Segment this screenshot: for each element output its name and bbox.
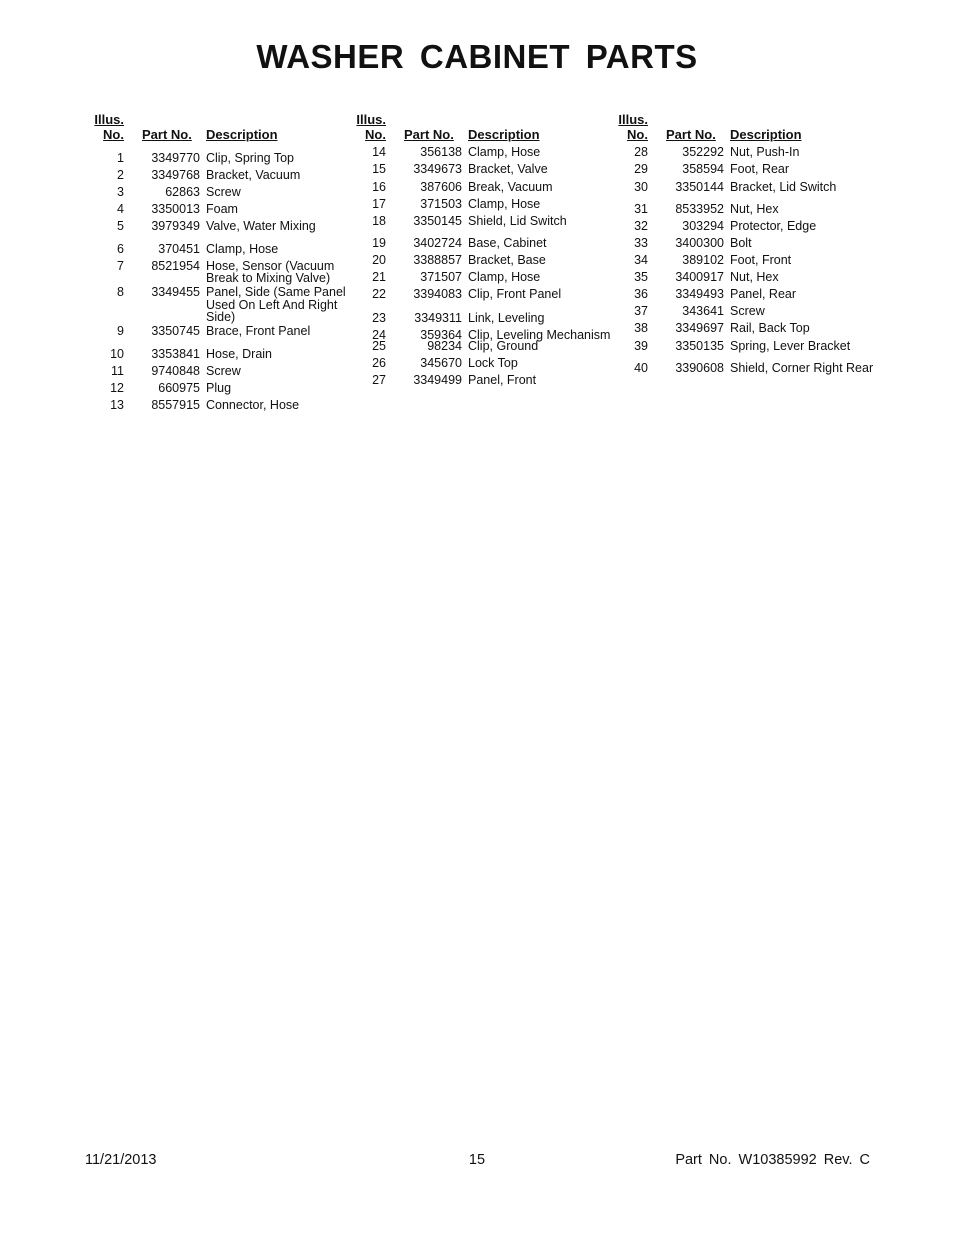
table-row bbox=[352, 254, 622, 267]
part-number: 3350135 bbox=[675, 338, 724, 353]
table-row bbox=[614, 203, 884, 216]
part-description: Screw bbox=[206, 185, 241, 199]
illus-number: 16 bbox=[372, 179, 386, 194]
table-row bbox=[352, 271, 622, 284]
part-number: 98234 bbox=[427, 339, 462, 353]
illus-number: 26 bbox=[372, 356, 386, 370]
illus-number: 24 bbox=[372, 327, 386, 342]
part-number: 387606 bbox=[420, 179, 462, 194]
part-number: 3400300 bbox=[675, 236, 724, 250]
table-row bbox=[352, 163, 622, 176]
part-number: 370451 bbox=[158, 241, 200, 256]
table-row bbox=[614, 305, 884, 318]
part-number: 3350745 bbox=[151, 324, 200, 338]
parts-rows bbox=[90, 152, 360, 411]
part-description: Nut, Hex bbox=[730, 202, 779, 216]
part-description: Panel, Side (Same Panel Used On Left And Right Side) bbox=[206, 285, 346, 324]
part-description: Clip, Leveling Mechanism bbox=[468, 327, 611, 342]
illus-header-line1: Illus. bbox=[94, 112, 124, 127]
table-row bbox=[352, 288, 622, 301]
part-number: 3349697 bbox=[675, 321, 724, 335]
part-description: Valve, Water Mixing bbox=[206, 219, 316, 233]
description-header: Description bbox=[730, 127, 802, 142]
table-row bbox=[90, 365, 360, 378]
illus-number: 12 bbox=[110, 380, 124, 395]
part-description: Shield, Lid Switch bbox=[468, 213, 567, 228]
illus-number: 2 bbox=[117, 168, 124, 182]
illus-number: 25 bbox=[372, 339, 386, 353]
illus-number: 14 bbox=[372, 145, 386, 159]
part-description: Plug bbox=[206, 380, 232, 395]
part-description: Hose, Drain bbox=[206, 346, 272, 361]
table-row bbox=[614, 271, 884, 284]
part-number: 3350145 bbox=[413, 213, 462, 228]
part-description: Break, Vacuum bbox=[468, 179, 553, 194]
description-header: Description bbox=[468, 127, 540, 142]
part-description: Nut, Hex bbox=[730, 270, 779, 284]
illus-number: 10 bbox=[110, 346, 124, 361]
part-description: Clamp, Hose bbox=[206, 241, 279, 256]
column-header bbox=[90, 110, 360, 144]
part-description: Bracket, Lid Switch bbox=[730, 179, 837, 194]
parts-column-2 bbox=[352, 110, 622, 387]
part-description: Hose, Sensor (Vacuum Break to Mixing Valve) bbox=[206, 258, 335, 285]
table-row bbox=[90, 220, 360, 233]
illus-number: 21 bbox=[372, 270, 386, 284]
part-number: 3349311 bbox=[414, 310, 462, 325]
part-description: Lock Top bbox=[468, 356, 518, 370]
part-description: Connector, Hose bbox=[206, 397, 300, 412]
table-row bbox=[614, 288, 884, 301]
illus-number: 17 bbox=[372, 196, 386, 211]
part-description: Base, Cabinet bbox=[468, 236, 547, 250]
illus-number: 30 bbox=[634, 179, 648, 194]
part-description: Link, Leveling bbox=[468, 310, 545, 325]
part-description: Nut, Push-In bbox=[730, 145, 800, 159]
part-number: 343641 bbox=[682, 304, 724, 318]
table-row bbox=[90, 325, 360, 338]
description-header: Description bbox=[206, 127, 278, 142]
part-number: 3390608 bbox=[675, 361, 724, 375]
illus-number: 15 bbox=[372, 162, 386, 176]
table-row bbox=[614, 181, 884, 194]
part-description: Clamp, Hose bbox=[468, 270, 541, 284]
table-row bbox=[90, 399, 360, 412]
illus-number: 31 bbox=[634, 202, 648, 216]
table-row bbox=[352, 312, 622, 325]
illus-number: 5 bbox=[117, 219, 124, 233]
part-number: 3350013 bbox=[151, 202, 200, 216]
part-number: 303294 bbox=[682, 219, 724, 233]
table-row bbox=[614, 220, 884, 233]
part-number: 371507 bbox=[420, 270, 462, 284]
part-description: Foot, Front bbox=[730, 253, 792, 267]
illus-number: 7 bbox=[117, 258, 124, 273]
part-description: Clip, Front Panel bbox=[468, 287, 562, 301]
illus-number: 4 bbox=[117, 202, 124, 216]
table-row bbox=[352, 181, 622, 194]
part-number: 3402724 bbox=[413, 236, 462, 250]
footer-date: 11/21/2013 bbox=[85, 1152, 157, 1168]
illus-number: 34 bbox=[634, 253, 648, 267]
table-row bbox=[90, 243, 360, 256]
illus-number: 9 bbox=[117, 324, 124, 338]
part-number: 3400917 bbox=[675, 270, 724, 284]
table-row bbox=[614, 322, 884, 335]
part-number: 3350144 bbox=[675, 179, 724, 194]
footer-page-number: 15 bbox=[468, 1152, 486, 1168]
part-number: 62863 bbox=[165, 185, 200, 199]
part-description: Screw bbox=[730, 304, 765, 318]
table-row bbox=[352, 146, 622, 159]
illus-number: 33 bbox=[634, 236, 648, 250]
part-description: Foam bbox=[206, 202, 238, 216]
table-row bbox=[352, 198, 622, 211]
illus-number: 22 bbox=[372, 287, 386, 301]
illus-header-line2: No. bbox=[627, 127, 648, 142]
part-number: 8521954 bbox=[151, 258, 200, 273]
part-number: 3349673 bbox=[413, 162, 462, 176]
part-description: Panel, Rear bbox=[730, 287, 797, 301]
table-row bbox=[90, 169, 360, 182]
illus-number: 18 bbox=[372, 213, 386, 228]
illus-number: 27 bbox=[372, 373, 386, 387]
parts-column-3 bbox=[614, 110, 884, 375]
part-description: Brace, Front Panel bbox=[206, 324, 311, 338]
part-description: Bolt bbox=[730, 236, 752, 250]
illus-number: 35 bbox=[634, 270, 648, 284]
illus-number: 36 bbox=[634, 287, 648, 301]
illus-number: 13 bbox=[110, 397, 124, 412]
part-number: 359364 bbox=[420, 327, 462, 342]
part-number: 3353841 bbox=[151, 346, 200, 361]
part-number: 345670 bbox=[420, 356, 462, 370]
illus-number: 37 bbox=[634, 304, 648, 318]
part-number: 371503 bbox=[420, 196, 462, 211]
column-header bbox=[614, 110, 884, 144]
illus-number: 39 bbox=[634, 338, 648, 353]
part-number: 352292 bbox=[682, 145, 724, 159]
table-row bbox=[352, 357, 622, 370]
part-number: 3349770 bbox=[151, 151, 200, 165]
illus-number: 11 bbox=[111, 363, 124, 378]
part-number: 8533952 bbox=[675, 202, 724, 216]
table-row bbox=[90, 260, 360, 285]
table-row bbox=[352, 340, 622, 353]
part-description: Shield, Corner Right Rear bbox=[730, 361, 874, 375]
part-description: Bracket, Base bbox=[468, 253, 546, 267]
illus-number: 29 bbox=[634, 162, 648, 176]
part-number: 3349768 bbox=[151, 168, 200, 182]
parts-rows bbox=[352, 146, 622, 387]
part-description: Protector, Edge bbox=[730, 219, 817, 233]
part-description: Spring, Lever Bracket bbox=[730, 338, 851, 353]
illus-header-line1: Illus. bbox=[618, 112, 648, 127]
illus-number: 3 bbox=[117, 185, 124, 199]
part-description: Screw bbox=[206, 363, 241, 378]
parts-column-1 bbox=[90, 110, 360, 411]
illus-number: 6 bbox=[117, 241, 124, 256]
column-header bbox=[352, 110, 622, 144]
part-number: 9740848 bbox=[151, 363, 200, 378]
part-number: 3979349 bbox=[151, 219, 200, 233]
illus-number: 1 bbox=[117, 151, 124, 165]
part-description: Foot, Rear bbox=[730, 162, 790, 176]
part-description: Bracket, Vacuum bbox=[206, 168, 301, 182]
part-description: Rail, Back Top bbox=[730, 321, 810, 335]
table-row bbox=[614, 254, 884, 267]
illus-number: 28 bbox=[634, 145, 648, 159]
illus-number: 8 bbox=[117, 285, 124, 299]
table-row bbox=[90, 152, 360, 165]
table-row bbox=[352, 237, 622, 250]
illus-number: 23 bbox=[372, 310, 386, 325]
table-row bbox=[90, 186, 360, 199]
part-number: 3349499 bbox=[413, 373, 462, 387]
part-description: Clamp, Hose bbox=[468, 145, 541, 159]
part-number: 660975 bbox=[158, 380, 200, 395]
part-no-header: Part No. bbox=[142, 127, 192, 142]
part-description: Clip, Spring Top bbox=[206, 151, 295, 165]
table-row bbox=[614, 340, 884, 353]
table-row bbox=[614, 362, 884, 375]
part-number: 3349493 bbox=[675, 287, 724, 301]
part-number: 3349455 bbox=[151, 285, 200, 299]
table-row bbox=[352, 215, 622, 228]
table-row bbox=[614, 163, 884, 176]
illus-header-line1: Illus. bbox=[356, 112, 386, 127]
part-description: Clamp, Hose bbox=[468, 196, 541, 211]
parts-rows bbox=[614, 146, 884, 375]
illus-number: 40 bbox=[634, 361, 648, 375]
part-number: 389102 bbox=[682, 253, 724, 267]
part-number: 8557915 bbox=[151, 397, 200, 412]
table-row bbox=[614, 237, 884, 250]
illus-header-line2: No. bbox=[365, 127, 386, 142]
part-number: 3394083 bbox=[413, 287, 462, 301]
part-description: Clip, Ground bbox=[468, 339, 539, 353]
illus-number: 38 bbox=[634, 321, 648, 335]
page-title: WASHER CABINET PARTS bbox=[256, 38, 698, 75]
illus-number: 19 bbox=[372, 236, 386, 250]
part-description: Bracket, Valve bbox=[468, 162, 548, 176]
part-no-header: Part No. bbox=[404, 127, 454, 142]
table-row bbox=[90, 348, 360, 361]
table-row bbox=[352, 374, 622, 387]
table-row bbox=[90, 203, 360, 216]
part-description: Panel, Front bbox=[468, 373, 537, 387]
table-row bbox=[90, 286, 360, 324]
illus-number: 20 bbox=[372, 253, 386, 267]
part-number: 3388857 bbox=[413, 253, 462, 267]
table-row bbox=[90, 382, 360, 395]
part-no-header: Part No. bbox=[666, 127, 716, 142]
part-number: 356138 bbox=[420, 145, 462, 159]
table-row bbox=[614, 146, 884, 159]
footer-part-number: Part No. W10385992 Rev. C bbox=[675, 1152, 870, 1168]
part-number: 358594 bbox=[682, 162, 724, 176]
illus-number: 32 bbox=[634, 219, 648, 233]
illus-header-line2: No. bbox=[103, 127, 124, 142]
